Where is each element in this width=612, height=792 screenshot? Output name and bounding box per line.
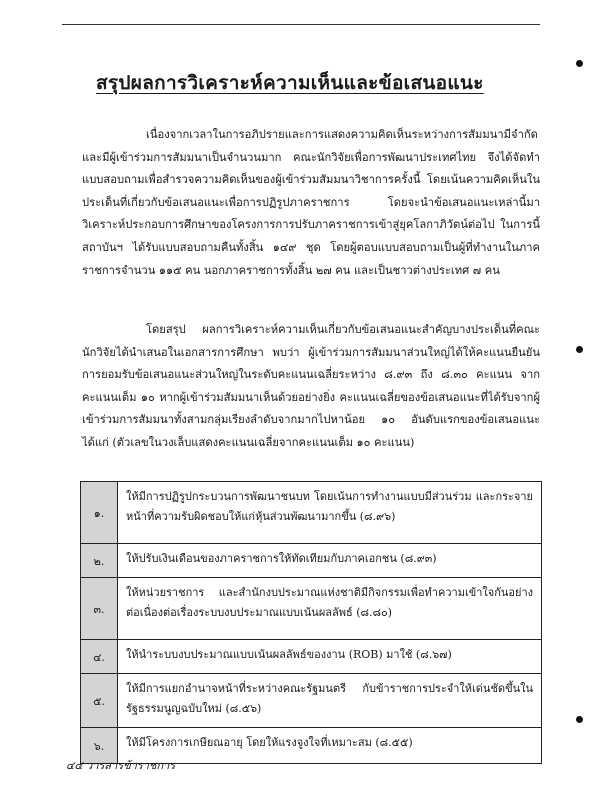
row-number: ๖. — [81, 728, 118, 763]
row-number: ๓. — [81, 578, 118, 639]
binding-hole-mark — [576, 346, 583, 353]
row-number: ๕. — [81, 674, 118, 727]
row-text: ให้มีการปฏิรูปกระบวนการพัฒนาชนบท โดยเน้นการทำงานแบบมีส่วนร่วม และกระจายหน้าที่ความรับผิดชอบให้แก่หุ้นส่วนพัฒนามากขึ้น (๘.๙๖) — [126, 490, 533, 523]
paragraph-intro: เนื่องจากเวลาในการอภิปรายและการแสดงความคิดเห็นระหว่างการสัมมนามีจำกัด และมีผู้เข้าร่วมการสัมมนาเป็นจำนวนมาก คณะนักวิจัยเพื่อการพัฒนาประเทศไทย จึงได้จัดทำแบบสอบถามเพื่อสำรวจความคิดเห็นของผู้เข้าร่วมสัมมนาวิชาการครั้งนี้ โดยเน้นความคิดเห็นในประเด็นที่เกี่ยวกับข้อเสนอแนะเพื่อการปฏิรูปภาคราชการ โดยจะนำข้อเสนอแนะเหล่านี้มาวิเคราะห์ประกอบการศึกษาของโครงการการปรับภาคราชการเข้าสู่ยุคโลกาภิวัตน์ต่อไป ในการนี้สถาบันฯ ได้รับแบบสอบถามคืนทั้งสิ้น ๑๔๙ ชุด โดยผู้ตอบแบบสอบถามเป็นผู้ที่ทำงานในภาคราชการจำนวน ๑๑๕ คน นอกภาคราชการทั้งสิ้น ๒๗ คน และเป็นชาวต่างประเทศ ๗ คน — [82, 128, 540, 277]
paragraph-summary: โดยสรุป ผลการวิเคราะห์ความเห็นเกี่ยวกับข้อเสนอแนะสำคัญบางประเด็นที่คณะนักวิจัยได้นำเสนอในเอกสารการศึกษา พบว่า ผู้เข้าร่วมการสัมมนาส่วนใหญ่ได้ให้คะแนนยืนยันการยอมรับข้อเสนอแนะส่วนใหญ่ในระดับคะแนนเฉลี่ยระหว่าง ๘.๙๓ ถึง ๘.๓๐ คะแนน จากคะแนนเต็ม ๑๐ หากผู้เข้าร่วมสัมมนาเห็นด้วยอย่างยิ่ง คะแนนเฉลี่ยของข้อเสนอแนะที่ได้รับจากผู้เข้าร่วมการสัมมนาทั้งสามกลุ่มเรียงลำดับจากมากไปหาน้อย ๑๐ อันดับแรกของข้อเสนอแนะได้แก่ (ตัวเลขในวงเล็บแสดงคะแนนเฉลี่ยจากคะแนนเต็ม ๑๐ คะแนน) — [82, 323, 540, 449]
row-text: ให้มีการแยกอำนาจหน้าที่ระหว่างคณะรัฐมนตรี กับข้าราชการประจำให้เด่นชัดขึ้นในรัฐธรรมนูญฉบับใหม่ (๘.๕๖) — [126, 682, 533, 715]
top-rule — [62, 24, 540, 25]
table-row — [81, 578, 541, 640]
row-text: ให้หน่วยราชการ และสำนักงบประมาณแห่งชาติมีกิจกรรมเพื่อทำความเข้าใจกันอย่างต่อเนื่องต่อเรื่องระบบงบประมาณแบบเน้นผลลัพธ์ (๘.๘๐) — [126, 586, 533, 619]
row-number: ๔. — [81, 640, 118, 673]
binding-hole-mark — [576, 60, 583, 67]
recommendations-table — [80, 481, 542, 764]
page-footer: ๔๔ วารสารข้าราชการ — [66, 759, 176, 772]
row-number: ๑. — [81, 482, 118, 543]
table-row — [81, 640, 541, 674]
table-row — [81, 544, 541, 578]
row-number: ๒. — [81, 544, 118, 577]
table-row — [81, 674, 541, 728]
row-text: ให้ปรับเงินเดือนของภาคราชการให้ทัดเทียมกับภาคเอกชน (๘.๙๓) — [126, 552, 437, 565]
table-row — [81, 482, 541, 544]
page-title: สรุปผลการวิเคราะห์ความเห็นและข้อเสนอแนะ — [96, 72, 484, 94]
row-text: ให้มีโครงการเกษียณอายุ โดยให้แรงจูงใจที่เหมาะสม (๘.๕๕) — [126, 736, 413, 749]
row-text: ให้นำระบบงบประมาณแบบเน้นผลลัพธ์ของงาน (ROB) มาใช้ (๘.๖๗) — [126, 648, 452, 661]
binding-hole-mark — [576, 716, 583, 723]
